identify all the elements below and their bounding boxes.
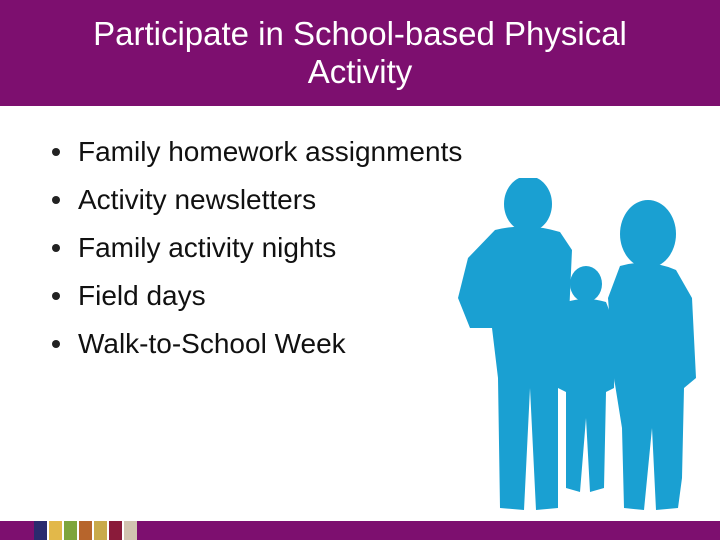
swatch (109, 521, 122, 540)
bullet-text: Field days (78, 280, 206, 311)
bullet-text: Walk-to-School Week (78, 328, 346, 359)
bullet-dot-icon (52, 244, 60, 252)
bullet-dot-icon (52, 292, 60, 300)
family-silhouette-icon (440, 178, 710, 518)
bullet-dot-icon (52, 148, 60, 156)
color-swatches (34, 521, 137, 540)
slide-title: Participate in School-based Physical Activity (93, 15, 627, 90)
bullet-item (46, 128, 546, 176)
bullet-text: Family activity nights (78, 232, 337, 263)
swatch (64, 521, 77, 540)
bullet-dot-icon (52, 340, 60, 348)
bullet-text: Activity newsletters (78, 184, 317, 215)
bullet-dot-icon (52, 196, 60, 204)
swatch (94, 521, 107, 540)
title-bar (0, 0, 720, 106)
swatch (34, 521, 47, 540)
bullet-text: Family homework assignments (78, 136, 463, 167)
swatch (79, 521, 92, 540)
swatch (124, 521, 137, 540)
swatch (49, 521, 62, 540)
